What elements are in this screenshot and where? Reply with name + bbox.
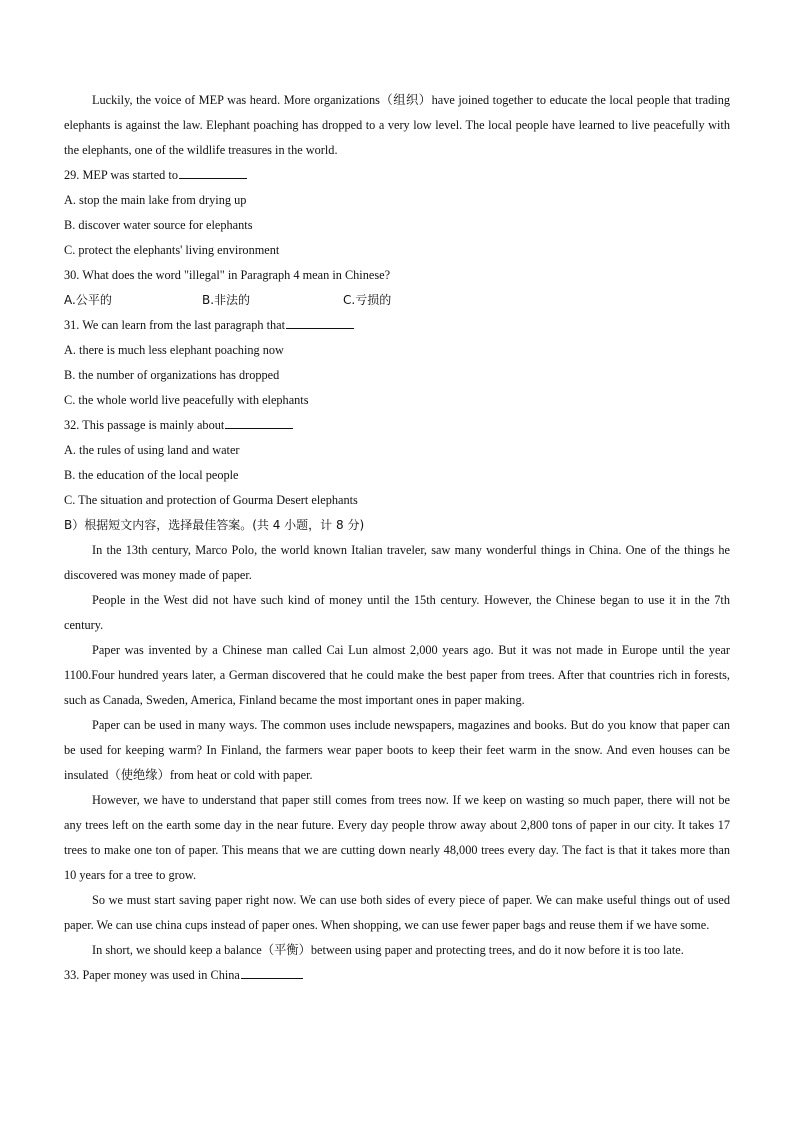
passage-b-paragraph-2: People in the West did not have such kind of money until the 15th century. However, the Chinese began to use it in the 7th century. xyxy=(64,593,730,632)
passage-a-paragraph: Luckily, the voice of MEP was heard. More organizations（组织）have joined together to educate the local people that trading elephants is against the law. Elephant poaching has dropped to a very low level. The local people have learned to live peacefully with the elephants, one of the wildlife treasures in the world. xyxy=(64,93,730,157)
page-content xyxy=(64,88,730,988)
option-c: C. the whole world live peacefully with elephants xyxy=(64,393,309,407)
passage-b-paragraph-4: Paper can be used in many ways. The common uses include newspapers, magazines and books. But do you know that paper can be used for keeping warm? In Finland, the farmers wear paper boots to keep their feet warm in the snow. And even houses can be insulated（使绝缘）from heat or cold with paper. xyxy=(64,718,730,782)
option-c: C.亏损的 xyxy=(343,293,392,307)
question-stem: 29. MEP was started to xyxy=(64,163,730,188)
question-30 xyxy=(64,263,730,313)
question-32 xyxy=(64,413,730,513)
option-c: C. The situation and protection of Gourma Desert elephants xyxy=(64,493,358,507)
question-stem: 30. What does the word "illegal" in Paragraph 4 mean in Chinese? xyxy=(64,268,391,282)
question-29 xyxy=(64,163,730,263)
passage-b-paragraph-7: In short, we should keep a balance（平衡）between using paper and protecting trees, and do it now before it is too late. xyxy=(92,943,684,957)
answer-blank xyxy=(179,164,247,179)
question-33 xyxy=(64,963,730,988)
option-a: A. the rules of using land and water xyxy=(64,443,240,457)
question-stem: 33. Paper money was used in China xyxy=(64,963,730,988)
option-c: C. protect the elephants' living environment xyxy=(64,243,280,257)
option-a: A.公平的 xyxy=(64,293,112,307)
section-b-heading: B）根据短文内容，选择最佳答案。(共 4 小题，计 8 分) xyxy=(64,518,365,532)
question-stem: 32. This passage is mainly about xyxy=(64,413,730,438)
option-b: B. discover water source for elephants xyxy=(64,218,253,232)
answer-blank xyxy=(241,964,303,979)
option-row xyxy=(64,288,730,313)
option-b: B. the number of organizations has dropped xyxy=(64,368,280,382)
passage-b-paragraph-3: Paper was invented by a Chinese man called Cai Lun almost 2,000 years ago. But it was not made in Europe until the year 1100.Four hundred years later, a German discovered that he could make the best paper from trees. After that countries rich in forests, such as Canada, Sweden, America, Finland became the most important ones in paper making. xyxy=(64,643,730,707)
option-b: B.非法的 xyxy=(202,293,251,307)
answer-blank xyxy=(225,414,293,429)
passage-b-paragraph-1: In the 13th century, Marco Polo, the world known Italian traveler, saw many wonderful things in China. One of the things he discovered was money made of paper. xyxy=(64,543,730,582)
option-b: B. the education of the local people xyxy=(64,468,239,482)
passage-b-paragraph-5: However, we have to understand that paper still comes from trees now. If we keep on wasting so much paper, there will not be any trees left on the earth some day in the near future. Every day people throw away about 2,800 tons of paper in our city. It takes 17 trees to make one ton of paper. This means that we are cutting down nearly 48,000 trees every day. The fact is that it takes more than 10 years for a tree to grow. xyxy=(64,793,730,882)
question-stem: 31. We can learn from the last paragraph that xyxy=(64,313,730,338)
question-31 xyxy=(64,313,730,413)
option-a: A. stop the main lake from drying up xyxy=(64,193,247,207)
option-a: A. there is much less elephant poaching now xyxy=(64,343,284,357)
passage-b-paragraph-6: So we must start saving paper right now. We can use both sides of every piece of paper. We can make useful things out of used paper. We can use china cups instead of paper ones. When shopping, we can use fewer paper bags and reuse them if we have some. xyxy=(64,893,730,932)
answer-blank xyxy=(286,314,354,329)
